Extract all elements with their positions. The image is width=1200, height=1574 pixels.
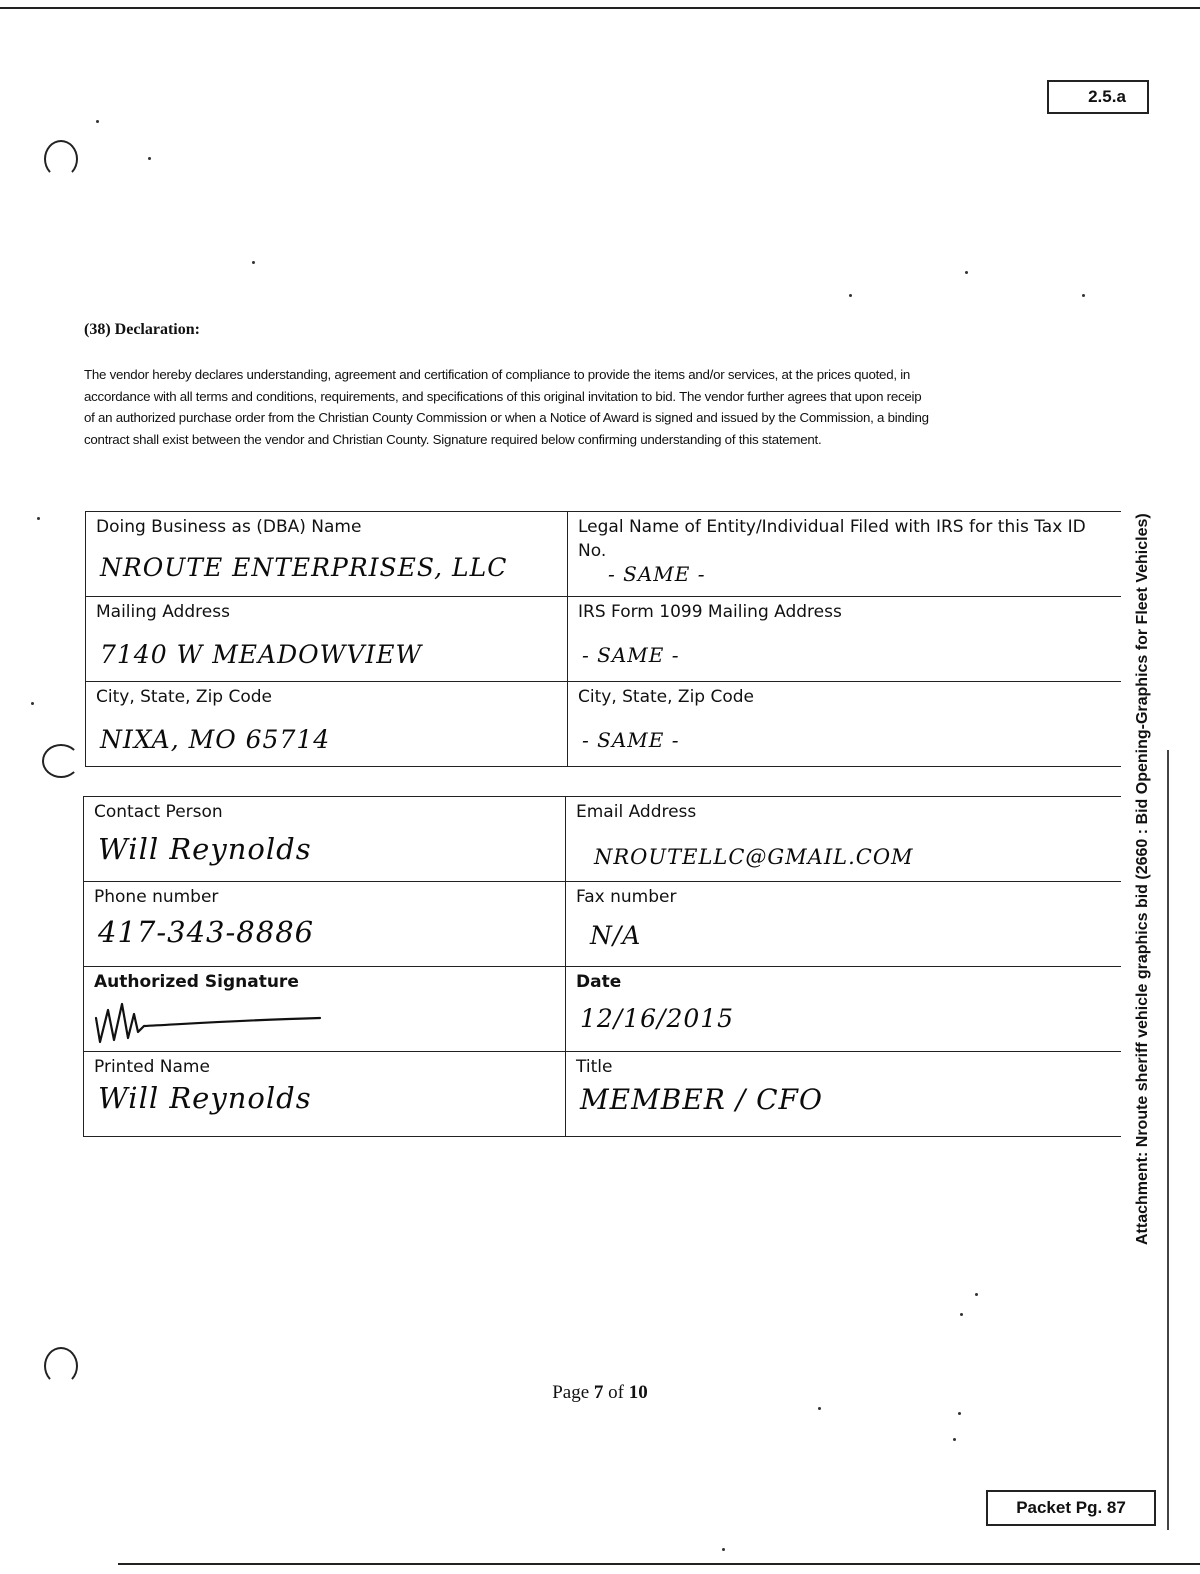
printed-name-value: Will Reynolds	[98, 1081, 312, 1115]
title-label: Title	[576, 1057, 613, 1077]
phone-label: Phone number	[94, 887, 219, 907]
page-current: 7	[593, 1382, 604, 1403]
signature-label: Authorized Signature	[94, 972, 299, 992]
contact-person-value: Will Reynolds	[98, 832, 312, 866]
contact-info-table	[83, 796, 1121, 1137]
contact-person-label: Contact Person	[94, 802, 223, 822]
legal-name-cell	[568, 512, 1121, 597]
punch-hole-middle	[42, 744, 80, 778]
phone-value: 417-343-8886	[98, 915, 315, 949]
irs-address-value: - SAME -	[582, 643, 680, 667]
fax-value: N/A	[590, 921, 642, 950]
mailing-address-cell	[86, 597, 568, 682]
reference-badge: 2.5.a	[1047, 80, 1149, 114]
table-row	[84, 1052, 1121, 1137]
scan-speck	[1082, 294, 1085, 297]
table-row	[84, 967, 1121, 1052]
mailing-address-label: Mailing Address	[96, 602, 230, 622]
signature-cell	[84, 967, 566, 1052]
title-value: MEMBER / CFO	[580, 1083, 823, 1116]
attachment-caption: Attachment: Nroute sheriff vehicle graphics bid (2660 : Bid Opening-Graphics for Fleet Vehicles)	[1134, 513, 1151, 1245]
punch-hole-top	[44, 140, 78, 178]
top-rule	[0, 7, 1200, 9]
email-value: NROUTELLC@GMAIL.COM	[594, 845, 914, 869]
fax-label: Fax number	[576, 887, 677, 907]
page-label-prefix: Page	[552, 1382, 594, 1403]
city-state-zip-2-cell	[568, 682, 1121, 767]
section-heading: (38) Declaration:	[84, 321, 200, 338]
date-value: 12/16/2015	[580, 1004, 735, 1033]
fax-cell	[566, 882, 1121, 967]
printed-name-cell	[84, 1052, 566, 1137]
scan-speck	[722, 1548, 725, 1551]
irs-address-cell	[568, 597, 1121, 682]
scan-speck	[818, 1407, 821, 1410]
contact-person-cell	[84, 797, 566, 882]
phone-cell	[84, 882, 566, 967]
city-state-zip-value: NIXA, MO 65714	[100, 725, 331, 754]
page-total: 10	[628, 1382, 648, 1403]
email-cell	[566, 797, 1121, 882]
irs-address-label: IRS Form 1099 Mailing Address	[578, 602, 842, 622]
scan-speck	[849, 294, 852, 297]
city-state-zip-label: City, State, Zip Code	[96, 687, 273, 707]
scan-speck	[31, 702, 34, 705]
scan-speck	[965, 271, 968, 274]
table-row	[84, 797, 1121, 882]
side-rule	[1167, 750, 1169, 1530]
vendor-info-table	[85, 511, 1121, 767]
printed-name-label: Printed Name	[94, 1057, 210, 1077]
handwritten-signature	[94, 996, 334, 1046]
city-state-zip-2-label: City, State, Zip Code	[578, 687, 755, 707]
legal-name-value: - SAME -	[608, 562, 706, 586]
packet-page-badge: Packet Pg. 87	[986, 1490, 1156, 1526]
scan-speck	[252, 261, 255, 264]
scan-speck	[37, 517, 40, 520]
mailing-address-value: 7140 W MEADOWVIEW	[100, 640, 423, 669]
table-row	[86, 512, 1121, 597]
scan-speck	[148, 157, 151, 160]
table-row	[86, 682, 1121, 767]
scan-speck	[96, 120, 99, 123]
dba-cell	[86, 512, 568, 597]
date-cell	[566, 967, 1121, 1052]
declaration-paragraph: The vendor hereby declares understanding, agreement and certification of compliance to provide the items and/or services, at the prices quoted, in accordance with all terms and conditions, requirements, and specifications of this original invitation to bid. The vendor further agrees that upon receip of an authorized purchase order from the Christian County Commission or when a Notice of Award is signed and issued by the Commission, a binding contract shall exist between the vendor and Christian County. Signature required below confirming understanding of this statement.	[84, 367, 929, 447]
scan-speck	[958, 1412, 961, 1415]
scan-speck	[975, 1293, 978, 1296]
legal-name-label: Legal Name of Entity/Individual Filed with IRS for this Tax ID No.	[578, 517, 1086, 561]
dba-label: Doing Business as (DBA) Name	[96, 517, 362, 537]
page-label-mid: of	[603, 1382, 629, 1403]
email-label: Email Address	[576, 802, 697, 822]
dba-value: NROUTE ENTERPRISES, LLC	[100, 553, 508, 582]
scan-speck	[953, 1438, 956, 1441]
bottom-rule	[118, 1563, 1200, 1565]
table-row	[84, 882, 1121, 967]
city-state-zip-2-value: - SAME -	[582, 728, 680, 752]
page-number	[0, 1382, 1200, 1404]
title-cell	[566, 1052, 1121, 1137]
punch-hole-bottom	[44, 1347, 78, 1385]
table-row	[86, 597, 1121, 682]
scan-speck	[960, 1313, 963, 1316]
city-state-zip-cell	[86, 682, 568, 767]
date-label: Date	[576, 972, 622, 992]
